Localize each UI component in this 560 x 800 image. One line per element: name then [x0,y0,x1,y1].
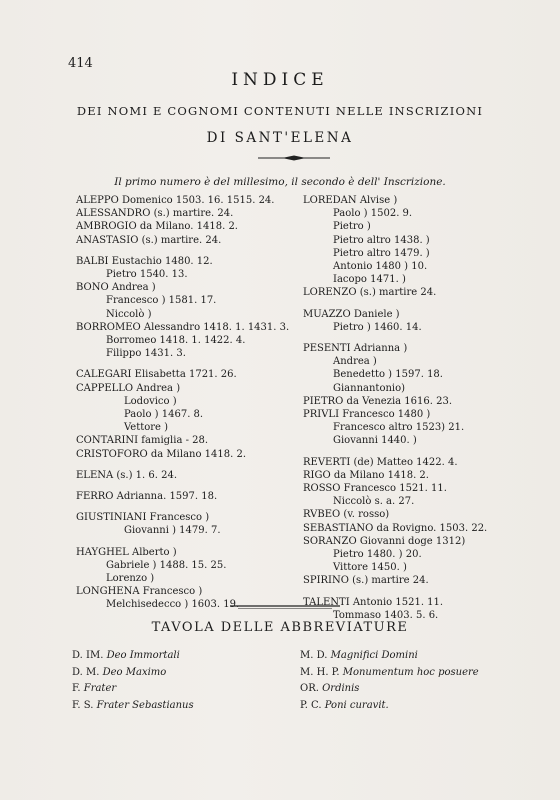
index-entry: Iacopo 1471. ) [333,274,406,286]
index-entry: Pietro altro 1479. ) [333,247,430,259]
index-entry: RVBEO (v. rosso) [303,509,390,521]
abbreviation-code: M. D. [300,650,331,661]
index-entry: LORENZO (s.) martire 24. [303,287,437,299]
index-entry: BONO Andrea ) [76,282,156,294]
index-entry: AMBROGIO da Milano. 1418. 2. [76,221,238,233]
abbreviation-meaning: Monumentum hoc posuere [342,666,479,678]
abbreviations-title: TAVOLA DELLE ABBREVIATURE [151,620,409,635]
index-entry: MUAZZO Daniele ) [303,308,400,320]
abbreviation-meaning: Deo Maximo [102,666,167,678]
entry-gap [76,482,316,490]
index-entry: HAYGHEL Alberto ) [76,546,177,558]
index-entry: Niccolò ) [106,308,152,320]
index-entry: TALENTI Antonio 1521. 11. [303,596,444,608]
index-entry: PESENTI Adrianna ) [303,343,408,355]
index-entry: CALEGARI Elisabetta 1721. 26. [76,369,237,381]
abbreviation-row [300,665,479,682]
page-subtitle-location: DI SANT'ELENA [206,130,354,146]
index-entry: ANASTASIO (s.) martire. 24. [76,234,222,246]
index-entry: Giovanni ) 1479. 7. [124,525,221,537]
abbreviation-code: M. H. P. [300,666,343,678]
index-entry: Pietro 1480. ) 20. [333,549,422,561]
index-entry: Francesco altro 1523) 21. [333,422,465,434]
index-entry: Tommaso 1403. 5. 6. [333,609,439,621]
abbreviation-row [300,681,479,698]
abbreviation-code: D. M. [72,666,103,678]
index-note: Il primo numero è del millesimo, il secondo è dell' Inscrizione. [114,176,446,188]
index-entry: Francesco ) 1581. 17. [106,295,217,307]
index-entry: GIUSTINIANI Francesco ) [76,512,210,524]
abbreviation-meaning: Ordinis [322,683,360,694]
abbreviations-right [300,648,479,714]
abbreviation-row [300,648,479,665]
index-entry: Paolo ) 1502. 9. [333,208,413,220]
index-entry: CAPPELLO Andrea ) [76,382,181,394]
page-subtitle: DEI NOMI E COGNOMI CONTENUTI NELLE INSCRIZIONI [76,104,484,118]
index-entry: RIGO da Milano 1418. 2. [303,469,429,481]
abbreviation-meaning: Frater [83,683,117,694]
index-entry: LOREDAN Alvise ) [303,195,398,206]
index-entry: BORROMEO Alessandro 1418. 1. 1431. 3. [76,321,290,333]
index-entry: CONTARINI famiglia - 28. [76,435,209,447]
index-entry: PRIVLI Francesco 1480 ) [303,409,431,421]
index-entry: LONGHENA Francesco ) [76,586,203,598]
index-entry: Antonio 1480 ) 10. [333,261,428,273]
index-entry: ALEPPO Domenico 1503. 16. 1515. 24. [76,195,275,206]
index-column-right [303,194,543,622]
index-entry: Lorenzo ) [106,573,155,585]
entry-gap [76,247,316,255]
index-entry: Niccolò s. a. 27. [333,496,415,508]
index-entry: Giovanni 1440. ) [333,435,417,447]
index-entry: Paolo ) 1467. 8. [124,409,204,421]
abbreviation-code: D. IM. [72,650,107,661]
index-entry: Filippo 1431. 3. [106,348,186,360]
index-entry: Pietro ) 1460. 14. [333,321,422,333]
index-entry: BALBI Eustachio 1480. 12. [76,255,213,267]
section-divider-icon [230,604,340,610]
index-entry: Vettore ) [124,422,169,434]
index-entry: Lodovico ) [124,395,177,407]
abbreviation-row [300,698,479,715]
abbreviation-row [72,665,194,682]
abbreviation-code: P. C. [300,699,325,711]
abbreviation-row [72,648,194,665]
index-entry: ROSSO Francesco 1521. 11. [303,483,447,495]
page-title: INDICE [231,70,329,90]
index-entry: ALESSANDRO (s.) martire. 24. [76,208,234,220]
abbreviation-code: OR. [300,683,323,694]
abbreviation-code: F. S. [72,699,97,711]
index-column-left [76,194,316,612]
index-entry: Melchisedecco ) 1603. 19. [106,599,240,611]
entry-gap [76,503,316,511]
page-number: 414 [68,56,93,71]
index-entry: Benedetto ) 1597. 18. [333,369,443,381]
abbreviation-meaning: Deo Immortali [106,650,180,661]
entry-gap [76,538,316,546]
index-entry: Pietro ) [333,221,371,233]
index-entry: Gabriele ) 1488. 15. 25. [106,559,227,571]
index-entry: ELENA (s.) 1. 6. 24. [76,469,178,481]
entry-gap [303,334,543,342]
entry-gap [303,300,543,308]
index-entry: Andrea ) [333,356,377,368]
entry-gap [303,448,543,456]
abbreviation-meaning: Poni curavit. [324,699,389,711]
index-entry: SORANZO Giovanni doge 1312) [303,535,466,547]
index-entry: PIETRO da Venezia 1616. 23. [303,395,452,407]
index-entry: FERRO Adrianna. 1597. 18. [76,491,218,503]
ornamental-rule-icon [258,155,330,161]
index-entry: Giannantonio) [333,382,406,394]
entry-gap [76,461,316,469]
abbreviation-row [72,681,194,698]
abbreviations-left [72,648,194,714]
entry-gap [303,588,543,596]
index-entry: Pietro altro 1438. ) [333,234,430,246]
abbreviation-meaning: Magnifici Domini [330,650,418,661]
index-entry: SPIRINO (s.) martire 24. [303,575,429,587]
index-entry: Borromeo 1418. 1. 1422. 4. [106,335,246,347]
index-entry: SEBASTIANO da Rovigno. 1503. 22. [303,522,488,534]
abbreviation-row [72,698,194,715]
index-entry: Pietro 1540. 13. [106,269,188,281]
abbreviation-meaning: Frater Sebastianus [96,699,194,711]
entry-gap [76,360,316,368]
index-entry: REVERTI (de) Matteo 1422. 4. [303,456,458,468]
index-entry: Vittore 1450. ) [333,562,407,574]
abbreviation-code: F. [72,683,84,694]
index-entry: CRISTOFORO da Milano 1418. 2. [76,448,247,460]
